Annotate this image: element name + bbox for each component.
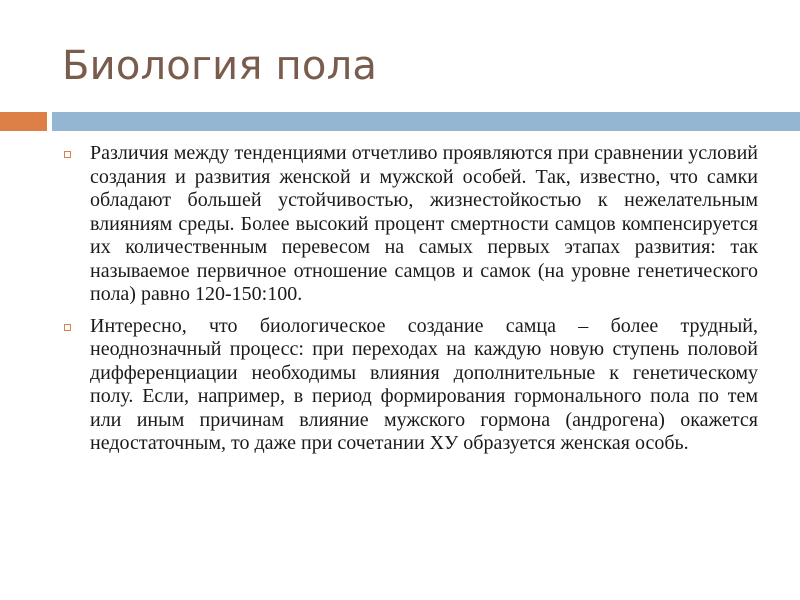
slide-content xyxy=(90,142,758,464)
square-bullet-icon xyxy=(64,324,71,331)
square-bullet-icon xyxy=(64,151,71,158)
bullet-text: Различия между тенденциями отчетливо проявляются при сравнении условий создания и развития женской и мужской особей. Так, известно, что самки обладают большей устойчивостью, жизнестойкостью к нежелательным влияниям среды. Более высокий процент смертности самцов компенсируется их количественным перевесом на самых первых этапах развития: так называемое первичное отношение самцов и самок (на уровне генетического пола) равно 120-150:100. xyxy=(90,142,758,305)
slide-title: Биология пола xyxy=(62,43,378,89)
bullet-item xyxy=(90,142,758,307)
title-underline-accent xyxy=(0,112,47,131)
title-underline-bar xyxy=(52,112,800,131)
bullet-item xyxy=(90,315,758,456)
bullet-text: Интересно, что биологическое создание самца – более трудный, неоднозначный процесс: при переходах на каждую новую ступень половой дифференциации необходимы влияния дополнительные к генетическому полу. Если, например, в период формирования гормонального пола по тем или иным причинам влияние мужского гормона (андрогена) окажется недостаточным, то даже при сочетании ХУ образуется женская особь. xyxy=(90,314,758,454)
